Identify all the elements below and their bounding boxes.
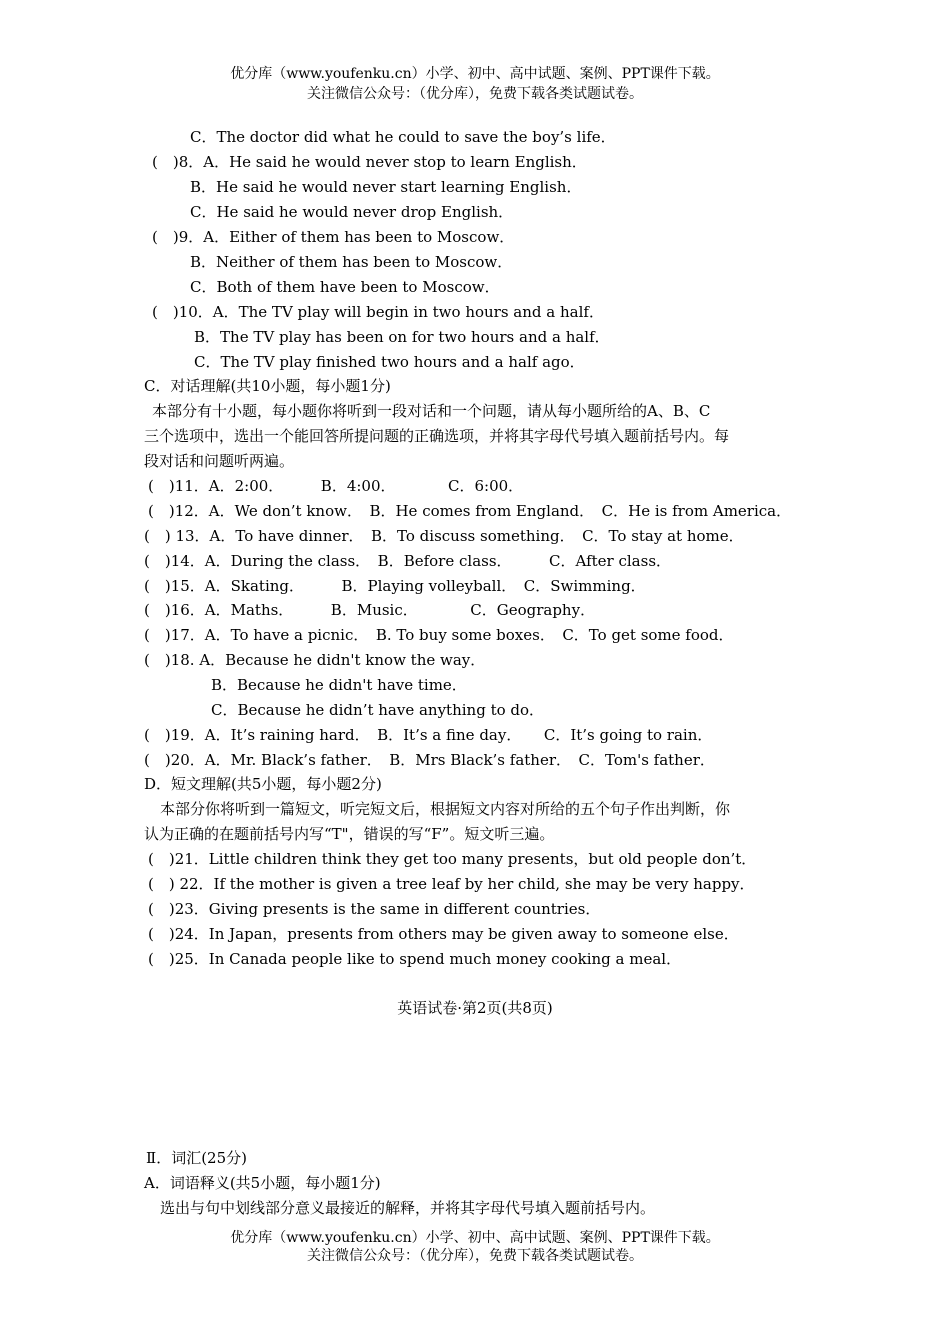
q11: ( )11．A．2:00． B．4:00． C．6:00． bbox=[148, 477, 524, 495]
q14: ( )14．A．During the class． B．Before class． C．After class． bbox=[144, 552, 672, 570]
q23: ( )23．Giving presents is the same in different countries． bbox=[148, 900, 601, 918]
q7-option-c: C．The doctor did what he could to save the boy’s life． bbox=[190, 128, 616, 146]
q22: ( ) 22．If the mother is given a tree leaf by her child, she may be very happy． bbox=[148, 875, 755, 893]
q16: ( )16．A．Maths． B．Music． C．Geography． bbox=[144, 601, 596, 619]
q13: ( ) 13．A．To have dinner． B．To discuss something． C．To stay at home． bbox=[144, 527, 744, 545]
q10-option-c: C．The TV play finished two hours and a half ago． bbox=[194, 353, 585, 371]
q15: ( )15．A．Skating． B．Playing volleyball． C．Swimming． bbox=[144, 577, 646, 595]
section-d-instruction-2: 认为正确的在题前括号内写“T"，错误的写“F”。短文听三遍。 bbox=[144, 825, 555, 843]
q10-option-a: ( )10．A．The TV play will begin in two hours and a half． bbox=[152, 303, 604, 321]
section-c-instruction-2: 三个选项中，选出一个能回答所提问题的正确选项，并将其字母代号填入题前括号内。每 bbox=[144, 427, 730, 445]
footer-site-line: 优分库（www.youfenku.cn）小学、初中、高中试题、案例、PPT课件下载。 bbox=[230, 1230, 720, 1246]
q10-option-b: B．The TV play has been on for two hours and a half． bbox=[194, 328, 610, 346]
q20: ( )20．A．Mr. Black’s father． B．Mrs Black’s father． C．Tom's father． bbox=[144, 751, 715, 769]
section-c-instruction-3: 段对话和问题听两遍。 bbox=[144, 452, 295, 470]
section-c-instruction-1: 本部分有十小题，每小题你将听到一段对话和一个问题，请从每小题所给的A、B、C bbox=[152, 402, 711, 420]
q9-option-b: B．Neither of them has been to Moscow． bbox=[190, 253, 513, 271]
q25: ( )25．In Canada people like to spend much money cooking a meal． bbox=[148, 950, 682, 968]
q12: ( )12．A．We don’t know． B．He comes from England． C．He is from America． bbox=[148, 502, 792, 520]
q18-option-c: C．Because he didn’t have anything to do． bbox=[211, 701, 545, 719]
page-number: 英语试卷·第2页(共8页) bbox=[397, 999, 553, 1017]
footer-wechat-line: 关注微信公众号：（优分库），免费下载各类试题试卷。 bbox=[307, 1248, 643, 1264]
q17: ( )17．A．To have a picnic． B. To buy some boxes． C．To get some food． bbox=[144, 626, 734, 644]
section-c-heading: C．对话理解(共10小题，每小题1分) bbox=[144, 377, 391, 395]
q18-option-b: B．Because he didn't have time． bbox=[211, 676, 467, 694]
q9-option-a: ( )9．A．Either of them has been to Moscow． bbox=[152, 228, 515, 246]
q18-option-a: ( )18. A．Because he didn't know the way． bbox=[144, 651, 486, 669]
q19: ( )19．A．It’s raining hard． B．It’s a fine day． C．It’s going to rain． bbox=[144, 726, 713, 744]
q21: ( )21．Little children think they get too many presents，but old people don’t． bbox=[148, 850, 757, 868]
section-2-heading: Ⅱ．词汇(25分) bbox=[146, 1149, 247, 1167]
q9-option-c: C．Both of them have been to Moscow． bbox=[190, 278, 500, 296]
q24: ( )24．In Japan，presents from others may be given away to someone else． bbox=[148, 925, 739, 943]
q8-option-a: ( )8．A．He said he would never stop to learn English． bbox=[152, 153, 587, 171]
section-2a-instruction: 选出与句中划线部分意义最接近的解释，并将其字母代号填入题前括号内。 bbox=[160, 1199, 656, 1217]
q8-option-c: C．He said he would never drop English． bbox=[190, 203, 514, 221]
q8-option-b: B．He said he would never start learning English． bbox=[190, 178, 582, 196]
header-site-line: 优分库（www.youfenku.cn）小学、初中、高中试题、案例、PPT课件下载。 bbox=[230, 66, 720, 82]
section-d-heading: D．短文理解(共5小题，每小题2分) bbox=[144, 775, 382, 793]
header-wechat-line: 关注微信公众号：（优分库），免费下载各类试题试卷。 bbox=[307, 86, 643, 102]
section-2a-heading: A．词语释义(共5小题，每小题1分) bbox=[144, 1174, 381, 1192]
section-d-instruction-1: 本部分你将听到一篇短文，听完短文后，根据短文内容对所给的五个句子作出判断，你 bbox=[160, 800, 731, 818]
